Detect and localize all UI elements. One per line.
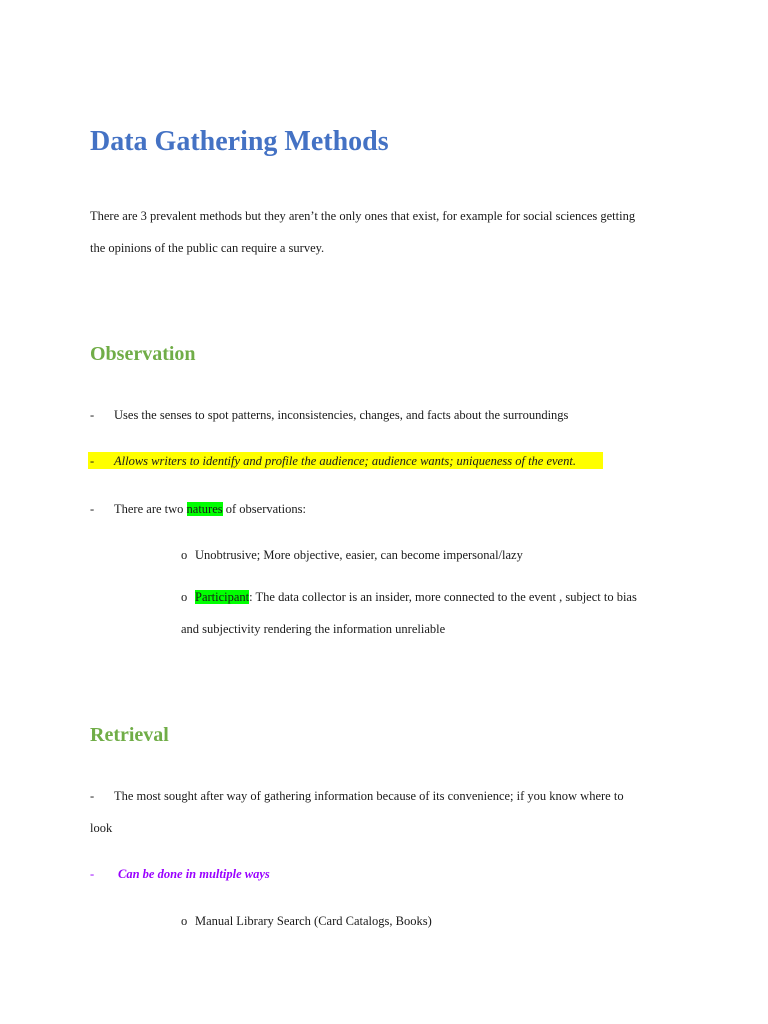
retrieval-sub-1: Manual Library Search (Card Catalogs, Books) [195,914,432,928]
retrieval-bullet-1-line-2: look [90,821,113,835]
bullet-marker: - [90,502,95,516]
highlighted-term-participant: Participant [195,590,250,604]
intro-line-1: There are 3 prevalent methods but they aren’t the only ones that exist, for example for social sciences getting [90,209,636,223]
observation-sub-1: Unobtrusive; More objective, easier, can become impersonal/lazy [195,548,523,562]
sub-2-rest: : The data collector is an insider, more connected to the event , subject to bias [249,590,637,604]
sub-bullet-marker: o [181,548,188,562]
page-title: Data Gathering Methods [90,126,389,157]
bullet-marker: - [90,789,95,803]
observation-heading: Observation [90,343,196,365]
bullet-3-suffix: of observations: [222,502,306,516]
observation-sub-2-line-2: and subjectivity rendering the information unreliable [181,622,446,636]
retrieval-heading: Retrieval [90,724,169,746]
sub-bullet-marker: o [181,914,188,928]
bullet-marker: - [90,454,95,468]
retrieval-bullet-1: The most sought after way of gathering information because of its convenience; if you know where to [114,789,624,803]
intro-line-2: the opinions of the public can require a survey. [90,241,325,255]
observation-bullet-2: Allows writers to identify and profile the audience; audience wants; uniqueness of the event. [114,454,576,468]
observation-bullet-1: Uses the senses to spot patterns, inconsistencies, changes, and facts about the surroundings [114,408,569,422]
bullet-marker: - [90,408,95,422]
bullet-3-prefix: There are two [114,502,187,516]
retrieval-bullet-2: Can be done in multiple ways [118,867,270,881]
sub-bullet-marker: o [181,590,188,604]
highlighted-term-natures: natures [186,502,223,516]
observation-bullet-3 [114,500,306,518]
bullet-marker: - [90,867,95,881]
observation-sub-2 [195,588,637,606]
